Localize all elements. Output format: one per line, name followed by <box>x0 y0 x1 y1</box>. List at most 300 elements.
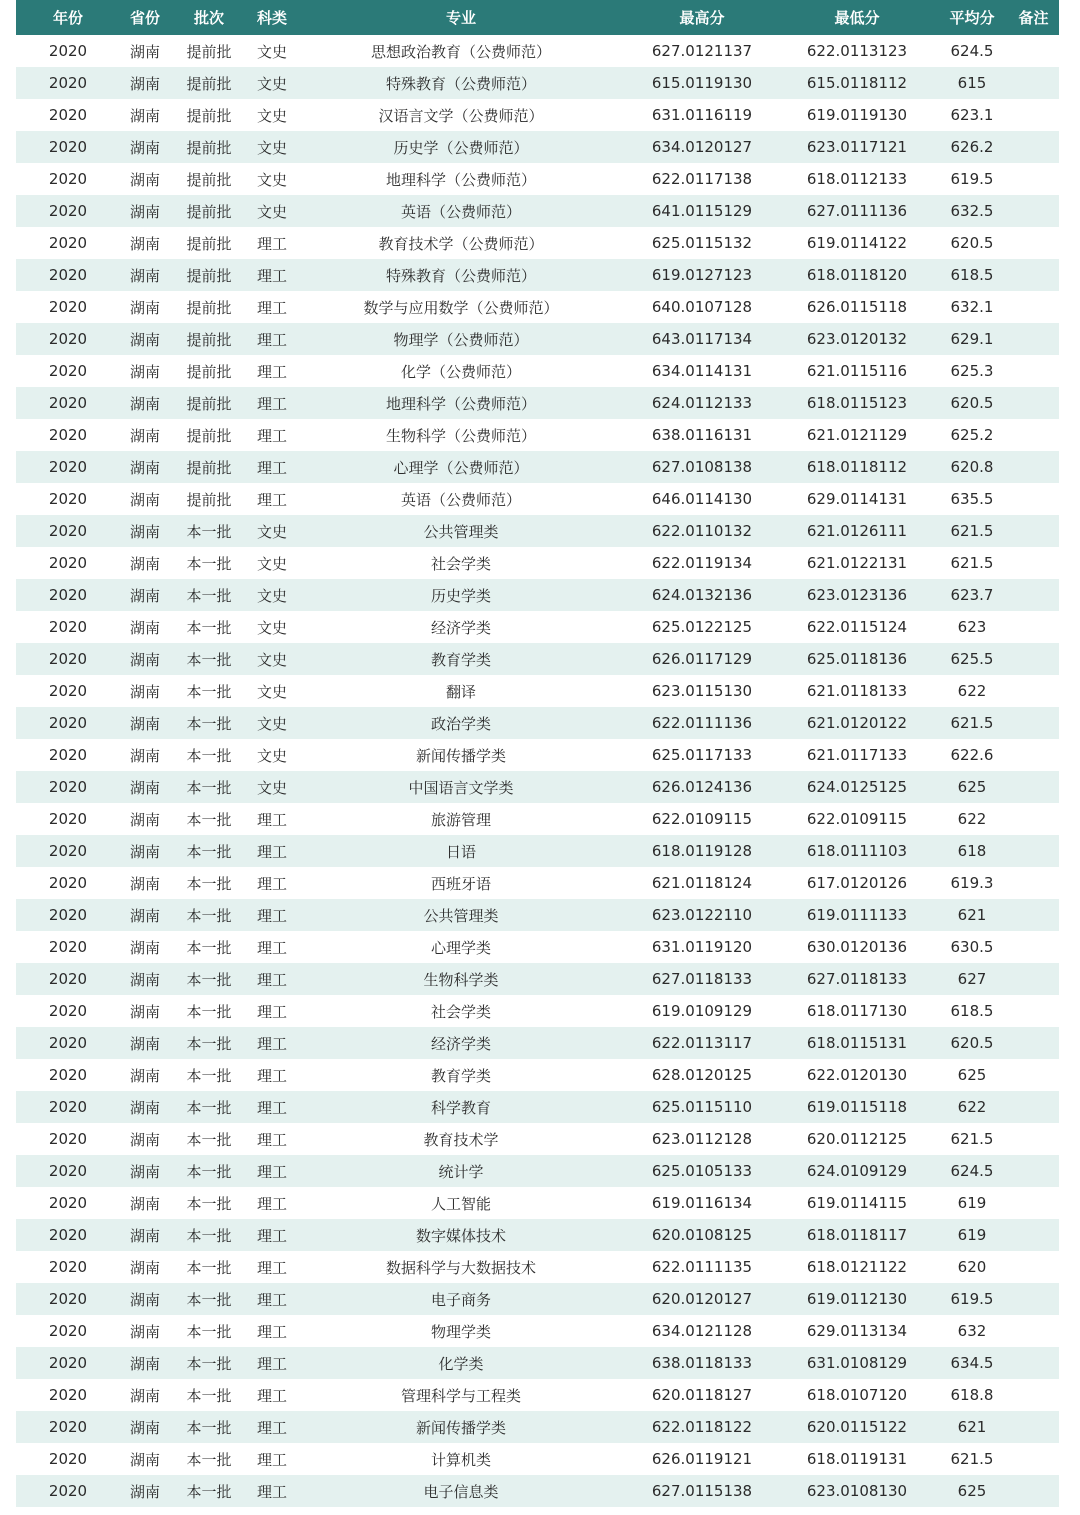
cell-notes <box>1008 771 1059 803</box>
cell-year: 2020 <box>48 234 88 252</box>
cell-major: 社会学类 <box>430 554 491 573</box>
table-row <box>16 867 1059 899</box>
table-row <box>16 1443 1059 1475</box>
cell-min-score: 619.0114115 <box>806 1194 908 1212</box>
cell-notes <box>1008 835 1059 867</box>
cell-major: 数字媒体技术 <box>415 1226 506 1245</box>
cell-major: 教育技术学 <box>423 1130 499 1149</box>
table-row <box>16 995 1059 1027</box>
cell-year: 2020 <box>48 650 88 668</box>
cell-max-score: 634.0114131 <box>651 362 753 380</box>
table-row <box>16 195 1059 227</box>
cell-major: 教育学类 <box>430 1066 491 1085</box>
cell-year: 2020 <box>48 42 88 60</box>
cell-year: 2020 <box>48 714 88 732</box>
table-row <box>16 483 1059 515</box>
cell-notes <box>1008 1347 1059 1379</box>
table-row <box>16 387 1059 419</box>
cell-min-score: 615.0118112 <box>806 74 908 92</box>
cell-avg-score: 625 <box>957 1482 987 1500</box>
cell-major: 中国语言文学类 <box>408 778 514 797</box>
cell-province: 湖南 <box>129 394 160 413</box>
cell-batch: 提前批 <box>186 170 232 189</box>
cell-major: 地理科学（公费师范） <box>385 170 536 189</box>
cell-notes <box>1008 355 1059 387</box>
cell-max-score: 625.0115132 <box>651 234 753 252</box>
cell-major: 英语（公费师范） <box>400 490 521 509</box>
cell-province: 湖南 <box>129 266 160 285</box>
cell-notes <box>1008 707 1059 739</box>
table-row <box>16 1059 1059 1091</box>
cell-batch: 本一批 <box>186 1482 232 1501</box>
cell-batch: 提前批 <box>186 298 232 317</box>
table-row <box>16 803 1059 835</box>
cell-min-score: 618.0115131 <box>806 1034 908 1052</box>
cell-subject-category: 理工 <box>256 970 287 989</box>
cell-notes <box>1008 323 1059 355</box>
cell-max-score: 622.0119134 <box>651 554 753 572</box>
cell-major: 心理学（公费师范） <box>393 458 529 477</box>
cell-batch: 本一批 <box>186 1194 232 1213</box>
cell-min-score: 631.0108129 <box>806 1354 908 1372</box>
cell-year: 2020 <box>48 1482 88 1500</box>
cell-avg-score: 622.6 <box>950 746 994 764</box>
cell-subject-category: 文史 <box>256 682 287 701</box>
cell-year: 2020 <box>48 1386 88 1404</box>
cell-subject-category: 理工 <box>256 842 287 861</box>
cell-year: 2020 <box>48 682 88 700</box>
cell-batch: 提前批 <box>186 202 232 221</box>
cell-notes <box>1008 1059 1059 1091</box>
cell-province: 湖南 <box>129 426 160 445</box>
cell-max-score: 641.0115129 <box>651 202 753 220</box>
cell-province: 湖南 <box>129 490 160 509</box>
cell-max-score: 623.0112128 <box>651 1130 753 1148</box>
table-row <box>16 163 1059 195</box>
cell-max-score: 646.0114130 <box>651 490 753 508</box>
cell-min-score: 623.0120132 <box>806 330 908 348</box>
cell-notes <box>1008 227 1059 259</box>
cell-subject-category: 理工 <box>256 266 287 285</box>
header-major: 专业 <box>445 9 476 27</box>
cell-notes <box>1008 1187 1059 1219</box>
cell-year: 2020 <box>48 1258 88 1276</box>
cell-max-score: 626.0124136 <box>651 778 753 796</box>
cell-notes <box>1008 1219 1059 1251</box>
cell-avg-score: 621.5 <box>950 554 994 572</box>
cell-province: 湖南 <box>129 1002 160 1021</box>
cell-year: 2020 <box>48 906 88 924</box>
cell-avg-score: 620 <box>957 1258 987 1276</box>
cell-avg-score: 621.5 <box>950 1450 994 1468</box>
cell-major: 生物科学类 <box>423 970 499 989</box>
cell-year: 2020 <box>48 522 88 540</box>
cell-year: 2020 <box>48 106 88 124</box>
cell-min-score: 618.0121122 <box>806 1258 908 1276</box>
table-row <box>16 131 1059 163</box>
cell-major: 管理科学与工程类 <box>400 1386 521 1405</box>
cell-province: 湖南 <box>129 1322 160 1341</box>
cell-notes <box>1008 931 1059 963</box>
cell-max-score: 622.0111136 <box>651 714 753 732</box>
cell-max-score: 625.0115110 <box>651 1098 753 1116</box>
cell-year: 2020 <box>48 1354 88 1372</box>
cell-avg-score: 619 <box>957 1194 987 1212</box>
cell-year: 2020 <box>48 1226 88 1244</box>
cell-batch: 本一批 <box>186 746 232 765</box>
cell-province: 湖南 <box>129 234 160 253</box>
cell-major: 人工智能 <box>430 1194 491 1213</box>
cell-batch: 本一批 <box>186 874 232 893</box>
cell-year: 2020 <box>48 874 88 892</box>
cell-subject-category: 理工 <box>256 938 287 957</box>
cell-province: 湖南 <box>129 554 160 573</box>
cell-subject-category: 理工 <box>256 1482 287 1501</box>
cell-avg-score: 621.5 <box>950 522 994 540</box>
cell-province: 湖南 <box>129 1482 160 1501</box>
cell-year: 2020 <box>48 586 88 604</box>
cell-min-score: 619.0111133 <box>806 906 908 924</box>
cell-max-score: 628.0120125 <box>651 1066 753 1084</box>
cell-min-score: 620.0112125 <box>806 1130 908 1148</box>
cell-min-score: 619.0112130 <box>806 1290 908 1308</box>
cell-province: 湖南 <box>129 202 160 221</box>
cell-year: 2020 <box>48 298 88 316</box>
cell-max-score: 626.0119121 <box>651 1450 753 1468</box>
cell-max-score: 624.0132136 <box>651 586 753 604</box>
cell-avg-score: 627 <box>957 970 987 988</box>
cell-min-score: 621.0118133 <box>806 682 908 700</box>
cell-subject-category: 理工 <box>256 1098 287 1117</box>
cell-province: 湖南 <box>129 106 160 125</box>
cell-province: 湖南 <box>129 650 160 669</box>
table-row <box>16 547 1059 579</box>
cell-batch: 提前批 <box>186 362 232 381</box>
cell-subject-category: 文史 <box>256 138 287 157</box>
cell-min-score: 619.0115118 <box>806 1098 908 1116</box>
cell-avg-score: 626.2 <box>950 138 994 156</box>
cell-subject-category: 理工 <box>256 1258 287 1277</box>
table-row <box>16 515 1059 547</box>
cell-year: 2020 <box>48 1194 88 1212</box>
header-min-score: 最低分 <box>834 9 880 27</box>
cell-max-score: 619.0116134 <box>651 1194 753 1212</box>
cell-province: 湖南 <box>129 1258 160 1277</box>
cell-min-score: 621.0121129 <box>806 426 908 444</box>
cell-min-score: 630.0120136 <box>806 938 908 956</box>
cell-avg-score: 624.5 <box>950 42 994 60</box>
cell-province: 湖南 <box>129 330 160 349</box>
cell-batch: 提前批 <box>186 138 232 157</box>
cell-min-score: 618.0111103 <box>806 842 908 860</box>
cell-batch: 本一批 <box>186 1162 232 1181</box>
cell-min-score: 622.0115124 <box>806 618 908 636</box>
cell-year: 2020 <box>48 266 88 284</box>
cell-notes <box>1008 1155 1059 1187</box>
cell-province: 湖南 <box>129 42 160 61</box>
cell-year: 2020 <box>48 1322 88 1340</box>
cell-subject-category: 文史 <box>256 618 287 637</box>
cell-batch: 本一批 <box>186 1002 232 1021</box>
cell-min-score: 621.0117133 <box>806 746 908 764</box>
cell-major: 思想政治教育（公费师范） <box>370 42 551 61</box>
cell-major: 科学教育 <box>430 1098 491 1117</box>
header-max-score: 最高分 <box>679 9 725 27</box>
cell-min-score: 619.0114122 <box>806 234 908 252</box>
header-province: 省份 <box>129 9 160 27</box>
cell-notes <box>1008 419 1059 451</box>
table-row <box>16 931 1059 963</box>
cell-province: 湖南 <box>129 362 160 381</box>
cell-subject-category: 理工 <box>256 1034 287 1053</box>
table-body <box>16 35 1059 1507</box>
cell-province: 湖南 <box>129 714 160 733</box>
cell-notes <box>1008 1379 1059 1411</box>
cell-major: 生物科学（公费师范） <box>385 426 536 445</box>
header-year: 年份 <box>52 9 83 27</box>
cell-min-score: 622.0120130 <box>806 1066 908 1084</box>
cell-notes <box>1008 131 1059 163</box>
cell-subject-category: 理工 <box>256 1290 287 1309</box>
cell-subject-category: 理工 <box>256 1194 287 1213</box>
cell-subject-category: 理工 <box>256 1354 287 1373</box>
cell-min-score: 618.0118112 <box>806 458 908 476</box>
cell-notes <box>1008 291 1059 323</box>
cell-subject-category: 文史 <box>256 586 287 605</box>
cell-major: 新闻传播学类 <box>415 1418 506 1437</box>
table-row <box>16 771 1059 803</box>
cell-max-score: 626.0117129 <box>651 650 753 668</box>
cell-notes <box>1008 259 1059 291</box>
cell-major: 新闻传播学类 <box>415 746 506 765</box>
cell-batch: 提前批 <box>186 42 232 61</box>
cell-batch: 本一批 <box>186 842 232 861</box>
cell-province: 湖南 <box>129 74 160 93</box>
cell-major: 汉语言文学（公费师范） <box>378 106 544 125</box>
table-row <box>16 675 1059 707</box>
cell-avg-score: 621 <box>957 906 987 924</box>
cell-avg-score: 618.5 <box>950 1002 994 1020</box>
cell-province: 湖南 <box>129 1034 160 1053</box>
cell-year: 2020 <box>48 202 88 220</box>
cell-min-score: 620.0115122 <box>806 1418 908 1436</box>
cell-max-score: 627.0108138 <box>651 458 753 476</box>
cell-notes <box>1008 35 1059 67</box>
table-row <box>16 643 1059 675</box>
table-row <box>16 707 1059 739</box>
cell-min-score: 623.0123136 <box>806 586 908 604</box>
cell-avg-score: 625.5 <box>950 650 994 668</box>
cell-min-score: 624.0125125 <box>806 778 908 796</box>
cell-province: 湖南 <box>129 1066 160 1085</box>
cell-max-score: 618.0119128 <box>651 842 753 860</box>
cell-min-score: 627.0118133 <box>806 970 908 988</box>
cell-province: 湖南 <box>129 298 160 317</box>
cell-batch: 本一批 <box>186 1322 232 1341</box>
cell-major: 物理学类 <box>430 1322 491 1341</box>
table-row <box>16 99 1059 131</box>
cell-batch: 提前批 <box>186 426 232 445</box>
cell-min-score: 618.0118117 <box>806 1226 908 1244</box>
table-row <box>16 899 1059 931</box>
cell-year: 2020 <box>48 330 88 348</box>
cell-province: 湖南 <box>129 1290 160 1309</box>
cell-major: 英语（公费师范） <box>400 202 521 221</box>
cell-batch: 本一批 <box>186 1450 232 1469</box>
cell-avg-score: 623.1 <box>950 106 994 124</box>
cell-year: 2020 <box>48 170 88 188</box>
cell-major: 物理学（公费师范） <box>393 330 529 349</box>
cell-province: 湖南 <box>129 618 160 637</box>
cell-subject-category: 理工 <box>256 874 287 893</box>
cell-avg-score: 625 <box>957 778 987 796</box>
cell-min-score: 621.0126111 <box>806 522 908 540</box>
table-row <box>16 419 1059 451</box>
cell-batch: 本一批 <box>186 682 232 701</box>
cell-major: 日语 <box>445 842 476 861</box>
cell-avg-score: 632.1 <box>950 298 994 316</box>
cell-subject-category: 文史 <box>256 650 287 669</box>
cell-min-score: 618.0117130 <box>806 1002 908 1020</box>
cell-max-score: 624.0112133 <box>651 394 753 412</box>
cell-avg-score: 629.1 <box>950 330 994 348</box>
cell-notes <box>1008 1091 1059 1123</box>
cell-notes <box>1008 675 1059 707</box>
cell-batch: 本一批 <box>186 554 232 573</box>
cell-avg-score: 620.5 <box>950 234 994 252</box>
cell-subject-category: 理工 <box>256 1418 287 1437</box>
cell-avg-score: 621.5 <box>950 714 994 732</box>
cell-avg-score: 619.3 <box>950 874 994 892</box>
cell-notes <box>1008 803 1059 835</box>
cell-major: 电子信息类 <box>423 1482 499 1501</box>
cell-year: 2020 <box>48 362 88 380</box>
cell-major: 经济学类 <box>430 618 491 637</box>
cell-subject-category: 理工 <box>256 426 287 445</box>
cell-avg-score: 618.8 <box>950 1386 994 1404</box>
table-row <box>16 1315 1059 1347</box>
cell-max-score: 620.0120127 <box>651 1290 753 1308</box>
table-row <box>16 579 1059 611</box>
cell-subject-category: 理工 <box>256 1066 287 1085</box>
cell-major: 经济学类 <box>430 1034 491 1053</box>
cell-avg-score: 619 <box>957 1226 987 1244</box>
admission-score-table-container <box>16 0 1059 1507</box>
cell-avg-score: 625.3 <box>950 362 994 380</box>
cell-batch: 提前批 <box>186 330 232 349</box>
cell-subject-category: 理工 <box>256 1130 287 1149</box>
cell-province: 湖南 <box>129 682 160 701</box>
cell-province: 湖南 <box>129 1418 160 1437</box>
cell-max-score: 640.0107128 <box>651 298 753 316</box>
cell-avg-score: 620.5 <box>950 394 994 412</box>
table-row <box>16 1123 1059 1155</box>
cell-year: 2020 <box>48 74 88 92</box>
cell-subject-category: 理工 <box>256 1226 287 1245</box>
cell-notes <box>1008 1475 1059 1507</box>
cell-province: 湖南 <box>129 170 160 189</box>
cell-avg-score: 621.5 <box>950 1130 994 1148</box>
cell-min-score: 618.0118120 <box>806 266 908 284</box>
table-row <box>16 739 1059 771</box>
cell-max-score: 622.0110132 <box>651 522 753 540</box>
cell-subject-category: 理工 <box>256 1322 287 1341</box>
cell-notes <box>1008 1251 1059 1283</box>
cell-max-score: 638.0118133 <box>651 1354 753 1372</box>
cell-avg-score: 634.5 <box>950 1354 994 1372</box>
cell-min-score: 621.0120122 <box>806 714 908 732</box>
cell-batch: 本一批 <box>186 1066 232 1085</box>
table-row <box>16 259 1059 291</box>
cell-batch: 本一批 <box>186 906 232 925</box>
cell-batch: 提前批 <box>186 106 232 125</box>
cell-avg-score: 622 <box>957 682 987 700</box>
cell-batch: 提前批 <box>186 234 232 253</box>
table-row <box>16 1347 1059 1379</box>
table-row <box>16 1155 1059 1187</box>
cell-subject-category: 理工 <box>256 906 287 925</box>
cell-max-score: 622.0117138 <box>651 170 753 188</box>
table-row <box>16 1283 1059 1315</box>
cell-notes <box>1008 387 1059 419</box>
cell-max-score: 625.0122125 <box>651 618 753 636</box>
cell-max-score: 619.0109129 <box>651 1002 753 1020</box>
cell-major: 历史学类 <box>430 586 491 605</box>
cell-subject-category: 理工 <box>256 362 287 381</box>
cell-major: 计算机类 <box>430 1450 491 1469</box>
cell-max-score: 631.0119120 <box>651 938 753 956</box>
cell-avg-score: 635.5 <box>950 490 994 508</box>
table-row <box>16 1411 1059 1443</box>
cell-batch: 本一批 <box>186 970 232 989</box>
table-row <box>16 35 1059 67</box>
cell-min-score: 629.0114131 <box>806 490 908 508</box>
cell-batch: 本一批 <box>186 522 232 541</box>
cell-major: 教育技术学（公费师范） <box>378 234 544 253</box>
cell-subject-category: 文史 <box>256 42 287 61</box>
cell-notes <box>1008 995 1059 1027</box>
cell-min-score: 618.0107120 <box>806 1386 908 1404</box>
cell-avg-score: 623.7 <box>950 586 994 604</box>
cell-province: 湖南 <box>129 522 160 541</box>
cell-batch: 本一批 <box>186 1354 232 1373</box>
cell-subject-category: 理工 <box>256 1162 287 1181</box>
cell-batch: 提前批 <box>186 458 232 477</box>
cell-batch: 本一批 <box>186 1226 232 1245</box>
cell-year: 2020 <box>48 1034 88 1052</box>
table-row <box>16 1091 1059 1123</box>
cell-notes <box>1008 67 1059 99</box>
cell-min-score: 624.0109129 <box>806 1162 908 1180</box>
cell-province: 湖南 <box>129 1194 160 1213</box>
table-row <box>16 1219 1059 1251</box>
cell-province: 湖南 <box>129 1226 160 1245</box>
cell-avg-score: 615 <box>957 74 987 92</box>
cell-min-score: 622.0113123 <box>806 42 908 60</box>
cell-avg-score: 624.5 <box>950 1162 994 1180</box>
cell-year: 2020 <box>48 490 88 508</box>
cell-batch: 本一批 <box>186 778 232 797</box>
cell-province: 湖南 <box>129 746 160 765</box>
table-row <box>16 451 1059 483</box>
cell-min-score: 617.0120126 <box>806 874 908 892</box>
cell-max-score: 625.0117133 <box>651 746 753 764</box>
cell-batch: 本一批 <box>186 1418 232 1437</box>
cell-min-score: 623.0108130 <box>806 1482 908 1500</box>
cell-avg-score: 621 <box>957 1418 987 1436</box>
cell-min-score: 619.0119130 <box>806 106 908 124</box>
cell-min-score: 621.0122131 <box>806 554 908 572</box>
